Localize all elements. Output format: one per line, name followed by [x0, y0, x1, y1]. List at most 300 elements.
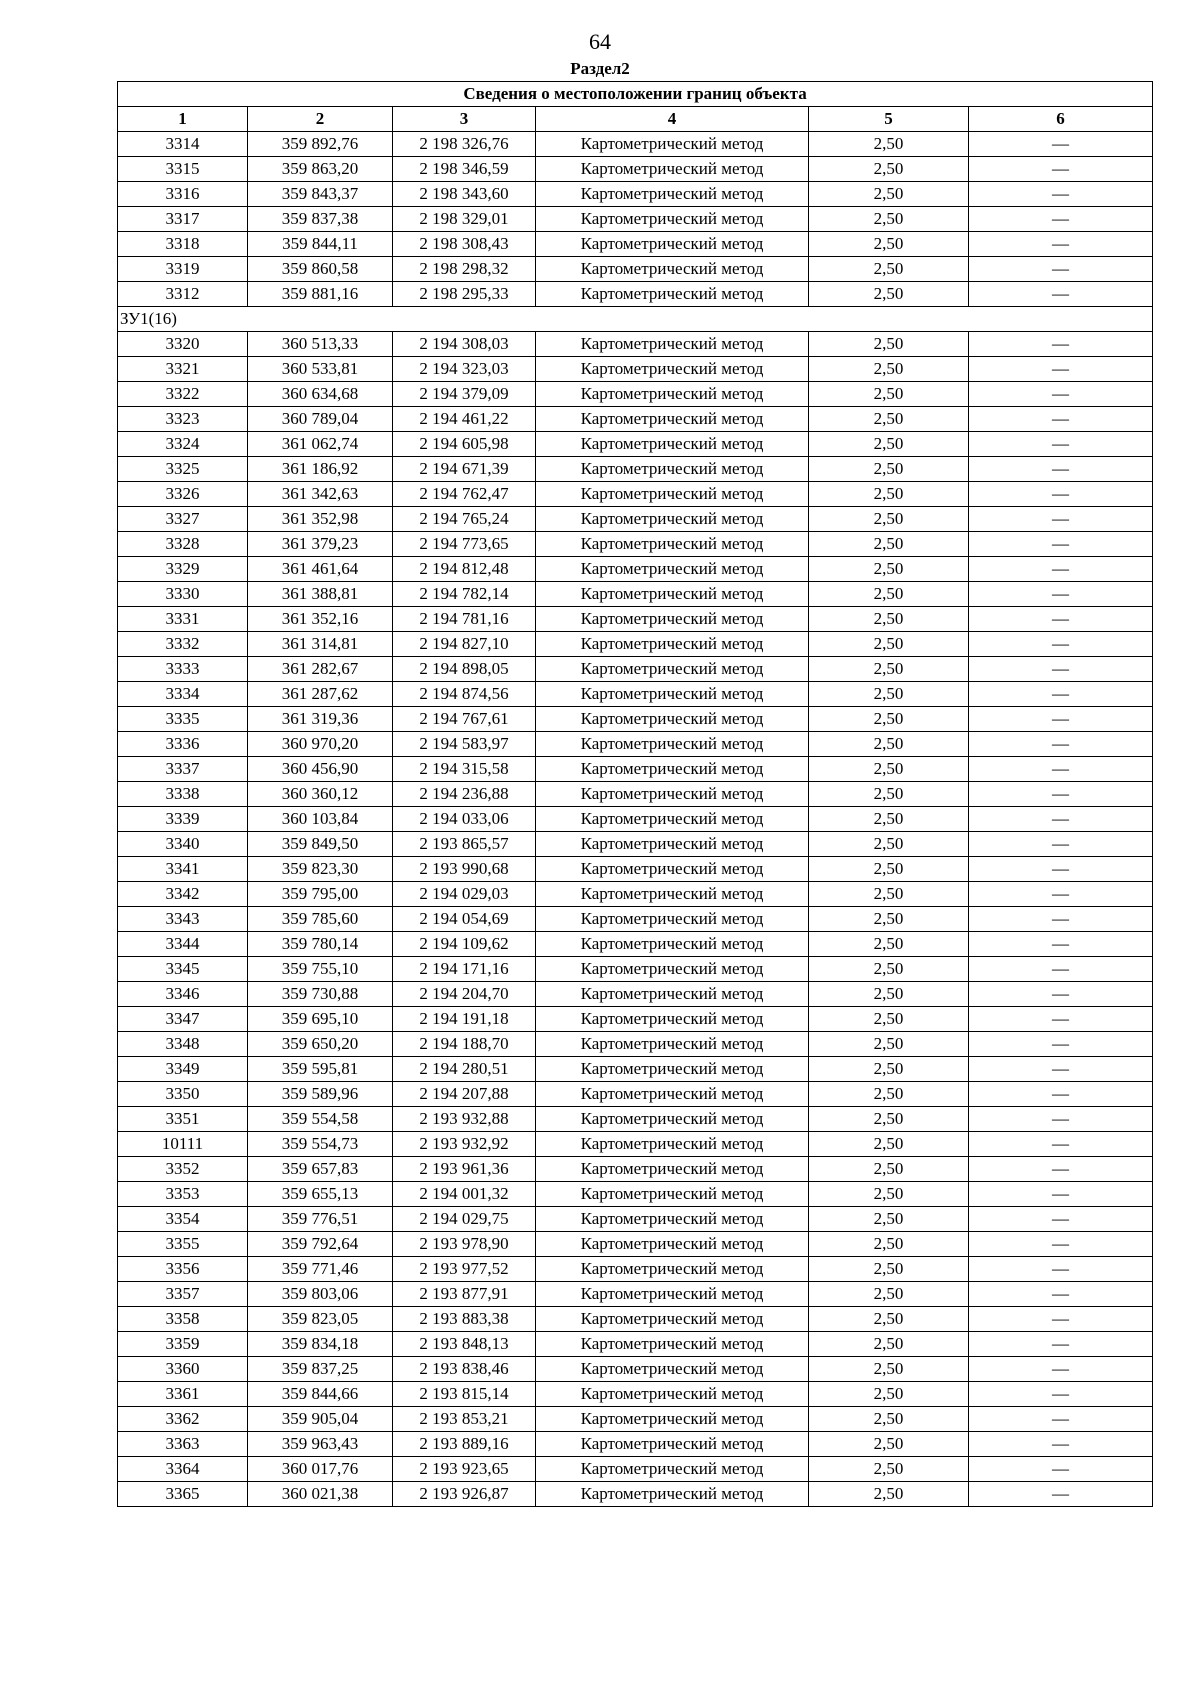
- table-cell: 3337: [118, 757, 248, 782]
- table-cell: 2 194 461,22: [393, 407, 536, 432]
- table-cell: 2,50: [809, 957, 969, 982]
- table-cell: 359 730,88: [248, 982, 393, 1007]
- table-cell: 2 193 848,13: [393, 1332, 536, 1357]
- table-cell: 3352: [118, 1157, 248, 1182]
- table-cell: 2 194 029,75: [393, 1207, 536, 1232]
- table-cell: Картометрический метод: [536, 832, 809, 857]
- table-cell: 2 194 001,32: [393, 1182, 536, 1207]
- table-cell: 2,50: [809, 232, 969, 257]
- table-cell: 2,50: [809, 1457, 969, 1482]
- table-cell: 359 650,20: [248, 1032, 393, 1057]
- table-cell: 2,50: [809, 657, 969, 682]
- table-cell: 3344: [118, 932, 248, 957]
- table-row: [118, 657, 1153, 682]
- table-cell: 361 282,67: [248, 657, 393, 682]
- table-cell: 3350: [118, 1082, 248, 1107]
- table-cell: 2,50: [809, 832, 969, 857]
- table-cell: Картометрический метод: [536, 257, 809, 282]
- table-cell: Картометрический метод: [536, 1207, 809, 1232]
- table-cell: 2 194 188,70: [393, 1032, 536, 1057]
- table-row: [118, 407, 1153, 432]
- table-cell: 2,50: [809, 282, 969, 307]
- table-cell: 359 823,05: [248, 1307, 393, 1332]
- table-cell: 2,50: [809, 1307, 969, 1332]
- table-cell: —: [969, 482, 1153, 507]
- table-cell: 359 863,20: [248, 157, 393, 182]
- table-row: [118, 957, 1153, 982]
- table-cell: Картометрический метод: [536, 1282, 809, 1307]
- table-cell: —: [969, 1482, 1153, 1507]
- table-cell: —: [969, 882, 1153, 907]
- table-row: [118, 682, 1153, 707]
- table-cell: 3359: [118, 1332, 248, 1357]
- table-row: [118, 1057, 1153, 1082]
- table-cell: 359 881,16: [248, 282, 393, 307]
- table-cell: Картометрический метод: [536, 407, 809, 432]
- group-a-body: [118, 132, 1153, 307]
- table-cell: —: [969, 657, 1153, 682]
- table-cell: 2 194 827,10: [393, 632, 536, 657]
- table-cell: —: [969, 357, 1153, 382]
- table-cell: 359 695,10: [248, 1007, 393, 1032]
- table-cell: —: [969, 1432, 1153, 1457]
- table-cell: 3354: [118, 1207, 248, 1232]
- table-cell: 2 193 961,36: [393, 1157, 536, 1182]
- group-label-body: [118, 307, 1153, 332]
- table-cell: —: [969, 1332, 1153, 1357]
- table-cell: 359 589,96: [248, 1082, 393, 1107]
- table-cell: 359 554,58: [248, 1107, 393, 1132]
- table-cell: 3353: [118, 1182, 248, 1207]
- table-cell: Картометрический метод: [536, 1432, 809, 1457]
- table-cell: 2 193 932,92: [393, 1132, 536, 1157]
- table-row: [118, 1282, 1153, 1307]
- table-cell: 359 837,38: [248, 207, 393, 232]
- table-cell: —: [969, 682, 1153, 707]
- table-cell: Картометрический метод: [536, 607, 809, 632]
- table-cell: Картометрический метод: [536, 432, 809, 457]
- table-cell: 2 194 762,47: [393, 482, 536, 507]
- table-row: [118, 432, 1153, 457]
- table-cell: —: [969, 857, 1153, 882]
- table-row: [118, 1132, 1153, 1157]
- table-cell: 3348: [118, 1032, 248, 1057]
- table-cell: Картометрический метод: [536, 282, 809, 307]
- table-cell: 3331: [118, 607, 248, 632]
- table-cell: 3328: [118, 532, 248, 557]
- table-row: [118, 1457, 1153, 1482]
- table-cell: —: [969, 1457, 1153, 1482]
- table-cell: 3347: [118, 1007, 248, 1032]
- table-cell: 2 194 191,18: [393, 1007, 536, 1032]
- table-cell: —: [969, 282, 1153, 307]
- column-header: 3: [393, 107, 536, 132]
- table-cell: 2,50: [809, 407, 969, 432]
- table-cell: 2 194 781,16: [393, 607, 536, 632]
- table-cell: 3345: [118, 957, 248, 982]
- table-cell: Картометрический метод: [536, 1007, 809, 1032]
- table-cell: 3355: [118, 1232, 248, 1257]
- table-cell: Картометрический метод: [536, 1232, 809, 1257]
- table-cell: 359 792,64: [248, 1232, 393, 1257]
- table-cell: 3335: [118, 707, 248, 732]
- table-cell: 359 554,73: [248, 1132, 393, 1157]
- table-row: [118, 1207, 1153, 1232]
- table-cell: 3323: [118, 407, 248, 432]
- table-cell: 3340: [118, 832, 248, 857]
- table-cell: 3364: [118, 1457, 248, 1482]
- table-cell: 2,50: [809, 1007, 969, 1032]
- table-cell: 2 198 346,59: [393, 157, 536, 182]
- table-cell: —: [969, 1232, 1153, 1257]
- table-cell: 2 198 326,76: [393, 132, 536, 157]
- table-cell: 2 194 109,62: [393, 932, 536, 957]
- table-cell: 3318: [118, 232, 248, 257]
- table-cell: 2,50: [809, 1232, 969, 1257]
- table-cell: 2,50: [809, 182, 969, 207]
- table-row: [118, 732, 1153, 757]
- table-cell: 360 513,33: [248, 332, 393, 357]
- table-cell: 2,50: [809, 1257, 969, 1282]
- table-cell: —: [969, 1207, 1153, 1232]
- table-cell: 2,50: [809, 357, 969, 382]
- table-cell: 361 388,81: [248, 582, 393, 607]
- table-row: [118, 282, 1153, 307]
- table-cell: 361 379,23: [248, 532, 393, 557]
- table-cell: 2 194 033,06: [393, 807, 536, 832]
- table-cell: —: [969, 1157, 1153, 1182]
- table-cell: 2 193 990,68: [393, 857, 536, 882]
- group-b-body: [118, 332, 1153, 1507]
- table-row: [118, 782, 1153, 807]
- table-cell: Картометрический метод: [536, 707, 809, 732]
- table-cell: —: [969, 1282, 1153, 1307]
- table-cell: —: [969, 1357, 1153, 1382]
- table-cell: 2 193 865,57: [393, 832, 536, 857]
- table-cell: 359 657,83: [248, 1157, 393, 1182]
- table-row: [118, 1382, 1153, 1407]
- column-header: 4: [536, 107, 809, 132]
- table-cell: 3334: [118, 682, 248, 707]
- table-cell: 3327: [118, 507, 248, 532]
- table-cell: 2,50: [809, 1382, 969, 1407]
- table-cell: Картометрический метод: [536, 682, 809, 707]
- table-cell: 361 319,36: [248, 707, 393, 732]
- table-cell: —: [969, 1107, 1153, 1132]
- table-row: [118, 1332, 1153, 1357]
- table-cell: 360 789,04: [248, 407, 393, 432]
- table-cell: —: [969, 1407, 1153, 1432]
- table-cell: 359 834,18: [248, 1332, 393, 1357]
- table-cell: 359 780,14: [248, 932, 393, 957]
- table-cell: Картометрический метод: [536, 1107, 809, 1132]
- table-cell: Картометрический метод: [536, 1407, 809, 1432]
- table-cell: Картометрический метод: [536, 982, 809, 1007]
- table-cell: 2 194 204,70: [393, 982, 536, 1007]
- table-cell: 2,50: [809, 807, 969, 832]
- table-row: [118, 1007, 1153, 1032]
- table-cell: Картометрический метод: [536, 1157, 809, 1182]
- table-cell: 2 198 329,01: [393, 207, 536, 232]
- table-cell: 2 194 765,24: [393, 507, 536, 532]
- table-cell: 2 193 923,65: [393, 1457, 536, 1482]
- table-cell: —: [969, 457, 1153, 482]
- table-cell: 3356: [118, 1257, 248, 1282]
- table-cell: —: [969, 632, 1153, 657]
- table-row: [118, 382, 1153, 407]
- table-row: [118, 332, 1153, 357]
- table-cell: —: [969, 1032, 1153, 1057]
- table-cell: 2,50: [809, 557, 969, 582]
- table-cell: 2 194 874,56: [393, 682, 536, 707]
- table-cell: 2,50: [809, 1082, 969, 1107]
- table-cell: 2 194 898,05: [393, 657, 536, 682]
- table-row: [118, 1482, 1153, 1507]
- table-cell: 361 062,74: [248, 432, 393, 457]
- table-cell: 3329: [118, 557, 248, 582]
- table-row: [118, 982, 1153, 1007]
- table-row: [118, 1357, 1153, 1382]
- table-cell: 359 776,51: [248, 1207, 393, 1232]
- table-cell: 359 755,10: [248, 957, 393, 982]
- table-cell: 2 193 877,91: [393, 1282, 536, 1307]
- table-cell: —: [969, 1057, 1153, 1082]
- table-cell: 2 194 315,58: [393, 757, 536, 782]
- table-cell: Картометрический метод: [536, 382, 809, 407]
- table-cell: —: [969, 332, 1153, 357]
- table-cell: 359 785,60: [248, 907, 393, 932]
- table-cell: 2,50: [809, 1132, 969, 1157]
- table-row: [118, 157, 1153, 182]
- column-header: 6: [969, 107, 1153, 132]
- table-row: [118, 507, 1153, 532]
- table-cell: 2,50: [809, 207, 969, 232]
- table-cell: 2 194 773,65: [393, 532, 536, 557]
- table-cell: —: [969, 757, 1153, 782]
- table-cell: Картометрический метод: [536, 632, 809, 657]
- table-cell: 2 193 815,14: [393, 1382, 536, 1407]
- table-cell: —: [969, 932, 1153, 957]
- table-cell: 2,50: [809, 482, 969, 507]
- table-cell: 2 194 207,88: [393, 1082, 536, 1107]
- table-cell: 10111: [118, 1132, 248, 1157]
- table-cell: 3319: [118, 257, 248, 282]
- table-cell: 2 194 308,03: [393, 332, 536, 357]
- table-cell: 3338: [118, 782, 248, 807]
- table-row: [118, 1307, 1153, 1332]
- group-label-row: [118, 307, 1153, 332]
- table-cell: Картометрический метод: [536, 132, 809, 157]
- table-row: [118, 132, 1153, 157]
- table-cell: —: [969, 182, 1153, 207]
- table-cell: 3346: [118, 982, 248, 1007]
- table-cell: 3343: [118, 907, 248, 932]
- table-cell: 359 595,81: [248, 1057, 393, 1082]
- table-cell: 2 194 236,88: [393, 782, 536, 807]
- table-cell: 359 795,00: [248, 882, 393, 907]
- table-row: [118, 182, 1153, 207]
- table-cell: 359 905,04: [248, 1407, 393, 1432]
- table-cell: Картометрический метод: [536, 1307, 809, 1332]
- table-cell: 3320: [118, 332, 248, 357]
- table-cell: 2,50: [809, 932, 969, 957]
- table-cell: 360 103,84: [248, 807, 393, 832]
- table-cell: 360 456,90: [248, 757, 393, 782]
- table-cell: Картометрический метод: [536, 357, 809, 382]
- table-cell: Картометрический метод: [536, 932, 809, 957]
- table-row: [118, 932, 1153, 957]
- table-row: [118, 1182, 1153, 1207]
- table-cell: 2,50: [809, 682, 969, 707]
- table-cell: —: [969, 582, 1153, 607]
- table-row: [118, 707, 1153, 732]
- table-cell: 2,50: [809, 257, 969, 282]
- table-row: [118, 882, 1153, 907]
- table-cell: Картометрический метод: [536, 457, 809, 482]
- table-cell: 360 360,12: [248, 782, 393, 807]
- table-cell: 2 193 978,90: [393, 1232, 536, 1257]
- table-cell: 3360: [118, 1357, 248, 1382]
- table-cell: 2 193 932,88: [393, 1107, 536, 1132]
- table-cell: 361 186,92: [248, 457, 393, 482]
- table-cell: 2,50: [809, 857, 969, 882]
- table-cell: 2,50: [809, 757, 969, 782]
- table-row: [118, 1257, 1153, 1282]
- table-cell: 2,50: [809, 1282, 969, 1307]
- table-cell: —: [969, 1082, 1153, 1107]
- table-row: [118, 807, 1153, 832]
- group-label: ЗУ1(16): [118, 307, 1153, 332]
- page-number: 64: [589, 29, 611, 54]
- table-cell: 2,50: [809, 1032, 969, 1057]
- table-row: [118, 1232, 1153, 1257]
- table-cell: 3317: [118, 207, 248, 232]
- table-cell: 2,50: [809, 132, 969, 157]
- table-cell: 3341: [118, 857, 248, 882]
- table-cell: 3362: [118, 1407, 248, 1432]
- table-cell: 3324: [118, 432, 248, 457]
- table-cell: —: [969, 607, 1153, 632]
- table-cell: —: [969, 207, 1153, 232]
- table-cell: 2,50: [809, 1332, 969, 1357]
- table-cell: 359 860,58: [248, 257, 393, 282]
- table-cell: 3363: [118, 1432, 248, 1457]
- table-cell: 3361: [118, 1382, 248, 1407]
- table-cell: —: [969, 1007, 1153, 1032]
- table-cell: 2,50: [809, 582, 969, 607]
- table-cell: 2,50: [809, 332, 969, 357]
- table-cell: Картометрический метод: [536, 957, 809, 982]
- table-cell: 2 194 583,97: [393, 732, 536, 757]
- column-header: 5: [809, 107, 969, 132]
- table-cell: —: [969, 907, 1153, 932]
- table-cell: —: [969, 957, 1153, 982]
- table-cell: —: [969, 1257, 1153, 1282]
- table-cell: —: [969, 1382, 1153, 1407]
- table-cell: 2 194 671,39: [393, 457, 536, 482]
- table-cell: 2 193 853,21: [393, 1407, 536, 1432]
- table-cell: 3312: [118, 282, 248, 307]
- table-cell: 3314: [118, 132, 248, 157]
- table-row: [118, 357, 1153, 382]
- table-cell: —: [969, 707, 1153, 732]
- table-cell: 2 194 280,51: [393, 1057, 536, 1082]
- column-header-row: [118, 107, 1153, 132]
- table-cell: 2,50: [809, 982, 969, 1007]
- table-cell: Картометрический метод: [536, 482, 809, 507]
- table-cell: 3322: [118, 382, 248, 407]
- table-cell: —: [969, 1132, 1153, 1157]
- table-cell: Картометрический метод: [536, 732, 809, 757]
- table-cell: 2 193 838,46: [393, 1357, 536, 1382]
- table-cell: —: [969, 132, 1153, 157]
- table-cell: Картометрический метод: [536, 1132, 809, 1157]
- table-caption: Сведения о местоположении границ объекта: [118, 82, 1153, 107]
- table-cell: 359 849,50: [248, 832, 393, 857]
- table-cell: 361 287,62: [248, 682, 393, 707]
- table-cell: Картометрический метод: [536, 1182, 809, 1207]
- table-cell: Картометрический метод: [536, 507, 809, 532]
- table-row: [118, 857, 1153, 882]
- table-row: [118, 532, 1153, 557]
- table-cell: 360 970,20: [248, 732, 393, 757]
- table-cell: —: [969, 782, 1153, 807]
- table-row: [118, 232, 1153, 257]
- table-row: [118, 557, 1153, 582]
- table-cell: Картометрический метод: [536, 232, 809, 257]
- table-cell: —: [969, 832, 1153, 857]
- table-cell: 3315: [118, 157, 248, 182]
- table-cell: 359 844,11: [248, 232, 393, 257]
- table-cell: 2 194 323,03: [393, 357, 536, 382]
- table-cell: 2 194 782,14: [393, 582, 536, 607]
- table-cell: —: [969, 407, 1153, 432]
- table-cell: Картометрический метод: [536, 1457, 809, 1482]
- table-cell: 3333: [118, 657, 248, 682]
- table-cell: —: [969, 1307, 1153, 1332]
- table-cell: 3332: [118, 632, 248, 657]
- table-cell: Картометрический метод: [536, 1332, 809, 1357]
- table-row: [118, 207, 1153, 232]
- table-cell: Картометрический метод: [536, 332, 809, 357]
- table-row: [118, 257, 1153, 282]
- table-cell: 360 634,68: [248, 382, 393, 407]
- table-cell: 2 194 812,48: [393, 557, 536, 582]
- table-cell: —: [969, 157, 1153, 182]
- table-cell: 2,50: [809, 1157, 969, 1182]
- table-cell: 359 771,46: [248, 1257, 393, 1282]
- table-cell: 2,50: [809, 907, 969, 932]
- table-row: [118, 1082, 1153, 1107]
- table-cell: 361 352,98: [248, 507, 393, 532]
- table-cell: 3325: [118, 457, 248, 482]
- table-cell: —: [969, 557, 1153, 582]
- table-cell: 3316: [118, 182, 248, 207]
- table-cell: 3349: [118, 1057, 248, 1082]
- table-cell: 2,50: [809, 382, 969, 407]
- table-row: [118, 1432, 1153, 1457]
- table-cell: 2 194 029,03: [393, 882, 536, 907]
- table-cell: Картометрический метод: [536, 1357, 809, 1382]
- table-cell: Картометрический метод: [536, 532, 809, 557]
- table-cell: 3326: [118, 482, 248, 507]
- table-cell: 2 194 171,16: [393, 957, 536, 982]
- table-cell: 361 352,16: [248, 607, 393, 632]
- table-cell: —: [969, 1182, 1153, 1207]
- table-cell: —: [969, 982, 1153, 1007]
- table-cell: 359 823,30: [248, 857, 393, 882]
- table-cell: 359 655,13: [248, 1182, 393, 1207]
